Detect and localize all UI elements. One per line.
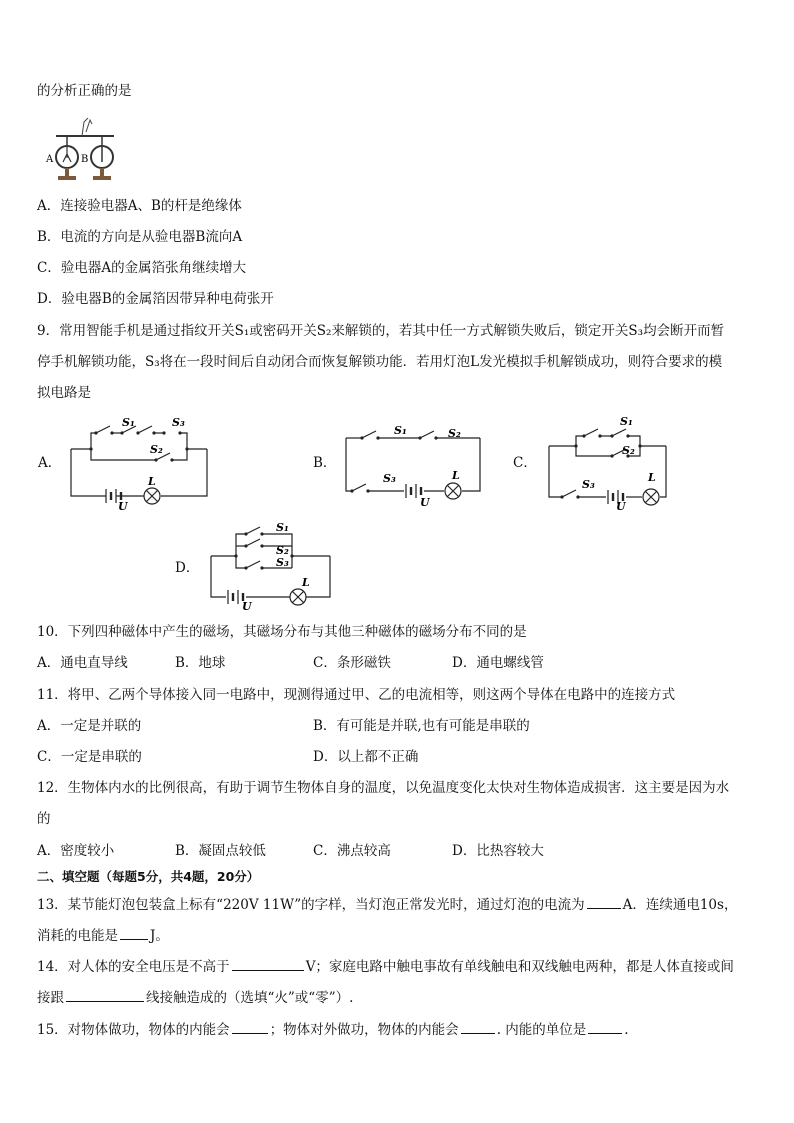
q13-text-b: A．连续通电10s， [622,897,738,913]
q8-continuation: 的分析正确的是 [37,83,132,99]
q15-text-d: . [624,1022,629,1038]
q9-stem-line1: 9．常用智能手机是通过指纹开关S₁或密码开关S₂来解锁的，若其中任一方式解锁失败后，锁定开关S₃均会断开而暂 [37,323,725,339]
circuit-a-s2: S₂ [150,443,163,456]
q12-stem-line2: 的 [37,811,51,827]
circuit-a-s3: S₃ [172,416,185,429]
q15-text-b: ；物体对外做功，物体的内能会 [269,1022,459,1038]
circuit-d-voltage: U [242,600,252,610]
q8-option-a: A．连接验电器A、B的杆是绝缘体 [37,198,242,214]
circuit-a-voltage: U [118,500,128,510]
q9-option-a-label: A． [38,455,62,471]
circuit-d-s1: S₁ [276,521,289,534]
circuit-c-voltage: U [616,500,626,510]
q15-blank-3[interactable] [588,1019,622,1034]
q12-option-a: A．密度较小 [37,843,115,859]
q9-stem-line3: 拟电路是 [37,385,91,401]
circuit-d-s3: S₃ [276,556,289,569]
q10-stem: 10．下列四种磁体中产生的磁场，其磁场分布与其他三种磁体的磁场分布不同的是 [37,624,527,640]
circuit-c-s2: S₂ [622,444,635,457]
q8-option-b: B．电流的方向是从验电器B流向A [37,229,243,245]
section-heading: 二、填空题（每题5分，共4题，20分） [37,869,260,884]
q10-option-d: D．通电螺线管 [452,655,544,671]
circuit-b-s2: S₂ [448,427,461,440]
q14-blank-wire[interactable] [66,987,144,1002]
q10-option-a: A．通电直导线 [37,655,128,671]
q13-blank-energy[interactable] [120,925,148,940]
q15-blank-1[interactable] [232,1019,268,1034]
q13-line1 [37,894,737,914]
q9-option-b-label: B． [313,455,337,471]
q11-stem: 11．将甲、乙两个导体接入同一电路中，现测得通过甲、乙的电流相等，则这两个导体在电路中的连接方式 [37,687,676,703]
circuit-d [206,518,336,610]
q11-option-b: B．有可能是并联,也有可能是串联的 [313,718,530,734]
circuit-d-lamp: L [302,576,310,589]
q11-option-a: A．一定是并联的 [37,718,142,734]
q10-option-c: C．条形磁铁 [313,655,391,671]
q12-option-d: D．比热容较大 [452,843,544,859]
q15-text-a: 15．对物体做功，物体的内能会 [37,1022,230,1038]
circuit-b [338,420,488,506]
circuit-d-s2: S₂ [276,544,289,557]
q9-option-c-label: C． [513,455,537,471]
q13-text-d: J。 [150,928,169,944]
electroscope-label-a: A [46,154,54,165]
q14-text-a: 14．对人体的安全电压是不高于 [37,959,230,975]
q9-stem-line2: 停手机解锁功能，S₃将在一段时间后自动闭合而恢复解锁功能．若用灯泡L发光模拟手机解锁成功，则符合要求的模 [37,354,723,370]
circuit-c-s3: S₃ [582,478,595,491]
q15-line [37,1019,629,1039]
q12-option-b: B．凝固点较低 [175,843,266,859]
q8-option-d: D．验电器B的金属箔因带异种电荷张开 [37,291,274,307]
q13-line2 [37,925,169,945]
circuit-b-s1: S₁ [394,424,407,437]
electroscope-figure [44,112,124,184]
circuit-c [544,410,674,510]
circuit-a-lamp: L [148,475,156,488]
electroscope-label-b: B [81,154,89,165]
q13-text-a: 13．某节能灯泡包装盒上标有“220V 11W”的字样，当灯泡正常发光时，通过灯泡的电流为 [37,897,585,913]
q14-line2 [37,987,353,1007]
q9-option-d-label: D． [175,560,200,576]
q14-blank-voltage[interactable] [232,956,304,971]
q14-line1 [37,956,734,976]
q14-text-d: 线接触造成的（选填“火”或“零”）. [146,990,354,1006]
circuit-c-s1: S₁ [620,415,633,428]
q11-option-d: D．以上都不正确 [313,749,419,765]
circuit-a [66,416,212,510]
circuit-c-lamp: L [648,471,656,484]
q15-text-c: . 内能的单位是 [496,1022,587,1038]
q15-blank-2[interactable] [461,1019,495,1034]
q8-option-c: C．验电器A的金属箔张角继续增大 [37,260,247,276]
q14-text-c: 接跟 [37,990,64,1006]
q13-blank-current[interactable] [587,894,621,909]
q11-option-c: C．一定是串联的 [37,749,142,765]
q12-stem-line1: 12．生物体内水的比例很高，有助于调节生物体自身的温度，以免温度变化太快对生物体造成损害．这主要是因为水 [37,780,730,796]
circuit-b-lamp: L [452,469,460,482]
q14-text-b: V；家庭电路中触电事故有单线触电和双线触电两种，都是人体直接或间 [305,959,734,975]
circuit-b-voltage: U [420,496,430,506]
q13-text-c: 消耗的电能是 [37,928,118,944]
q12-option-c: C．沸点较高 [313,843,391,859]
circuit-b-s3: S₃ [383,472,396,485]
q10-option-b: B．地球 [175,655,226,671]
circuit-a-s1: S₁ [122,416,135,429]
